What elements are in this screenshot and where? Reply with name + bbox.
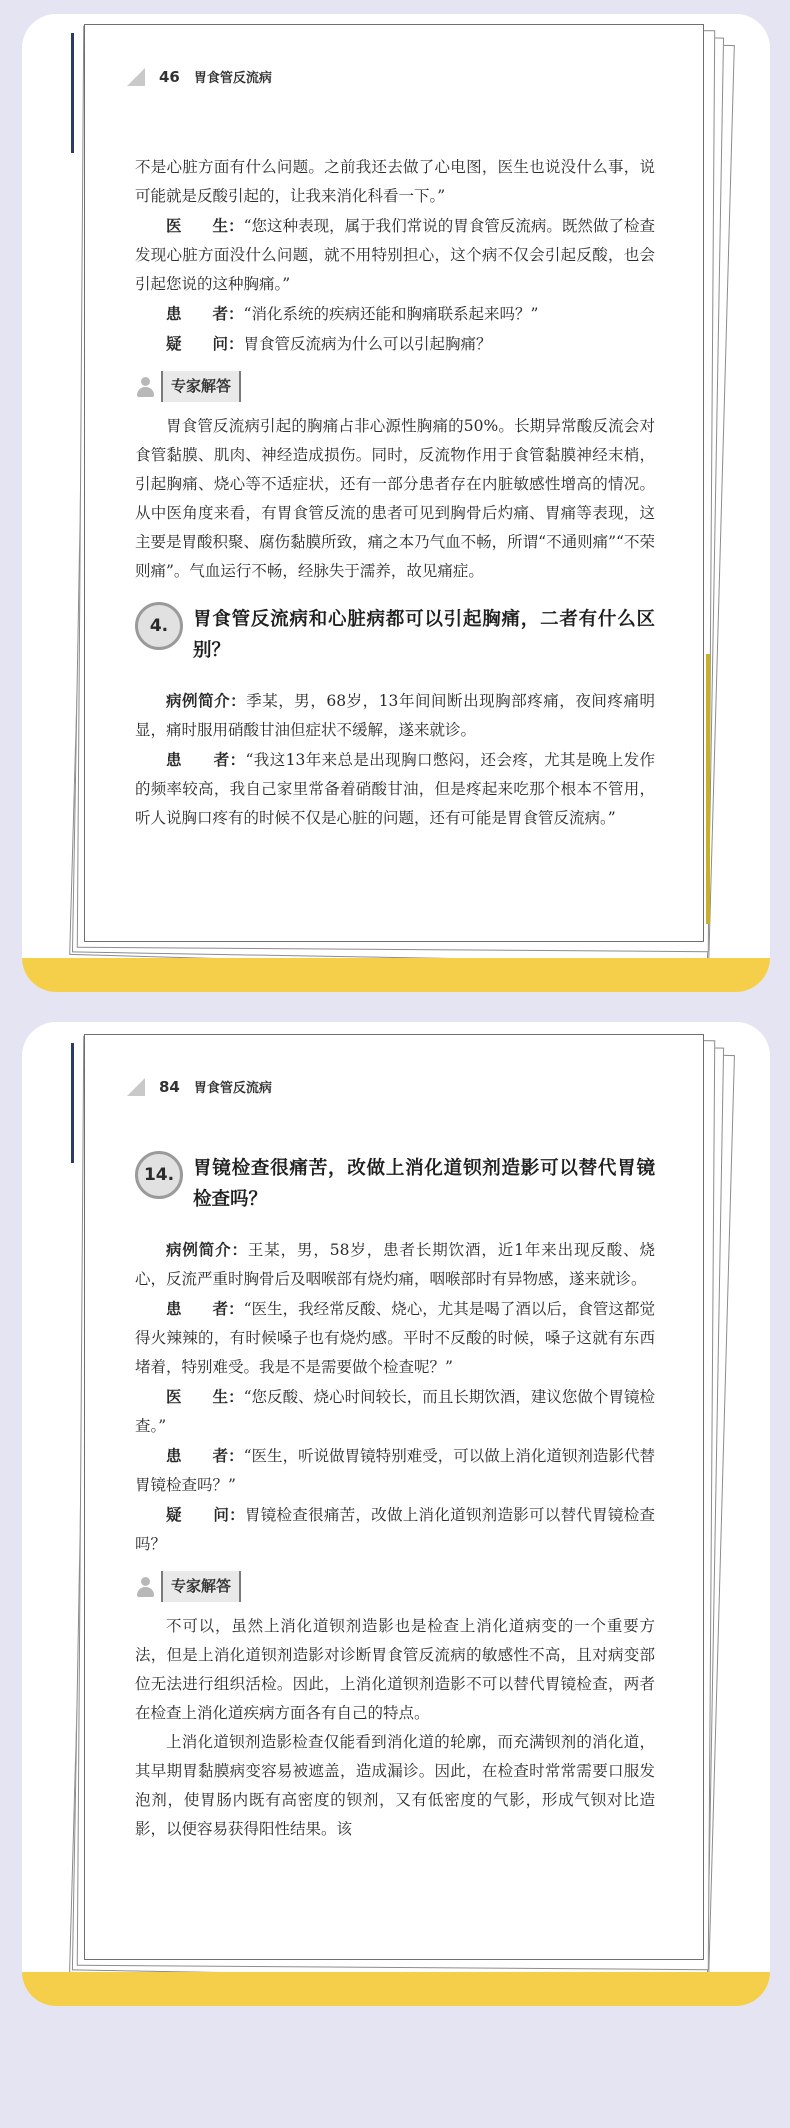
speaker-label: 医 生：	[166, 216, 244, 235]
speaker-label: 患 者：	[166, 1446, 244, 1465]
page-body	[135, 153, 655, 833]
paragraph: 不是心脏方面有什么问题。之前我还去做了心电图，医生也说没什么事，说可能就是反酸引起的，让我来消化科看一下。”	[135, 158, 655, 205]
dialogue-text: “医生，听说做胃镜特别难受，可以做上消化道钡剂造影代替胃镜检查吗？”	[135, 1447, 655, 1494]
speaker-label: 病例简介：	[166, 691, 247, 710]
expert-person-icon	[135, 376, 155, 398]
dialogue-text: “您反酸、烧心时间较长，而且长期饮酒，建议您做个胃镜检查。”	[135, 1388, 655, 1435]
page-edge-accent	[706, 654, 710, 924]
case-text: 王某，男，58岁，患者长期饮酒，近1年来出现反酸、烧心，反流严重时胸骨后及咽喉部有烧灼痛，咽喉部时有异物感，遂来就诊。	[135, 1241, 655, 1288]
page-number: 46	[159, 67, 180, 86]
running-title: 胃食管反流病	[193, 71, 272, 86]
page-header	[127, 1077, 272, 1096]
question-title: 胃镜检查很痛苦，改做上消化道钡剂造影可以替代胃镜检查吗？	[193, 1158, 655, 1210]
book-page	[84, 1034, 704, 1960]
dialogue-line	[135, 329, 655, 359]
question-title: 胃食管反流病和心脏病都可以引起胸痛，二者有什么区别？	[193, 609, 655, 661]
corner-mark-icon	[127, 1078, 145, 1096]
dialogue-text: 胃食管反流病为什么可以引起胸痛？	[243, 335, 492, 353]
dialogue-text: 胃镜检查很痛苦，改做上消化道钡剂造影可以替代胃镜检查吗？	[135, 1506, 655, 1553]
page-body	[135, 1135, 655, 1844]
yellow-accent-band	[22, 1972, 770, 2006]
question-number-badge: 14.	[135, 1151, 183, 1199]
corner-mark-icon	[127, 68, 145, 86]
case-intro	[135, 1235, 655, 1294]
running-title: 胃食管反流病	[193, 1081, 272, 1096]
page-spine	[71, 33, 85, 153]
dialogue-line	[135, 1382, 655, 1441]
book-page	[84, 24, 704, 942]
expert-answer-label: 专家解答	[161, 371, 241, 402]
question-number-badge: 4.	[135, 602, 183, 650]
speaker-label: 医 生：	[166, 1387, 244, 1406]
expert-person-icon	[135, 1576, 155, 1598]
dialogue-text: “消化系统的疾病还能和胸痛联系起来吗？”	[243, 305, 539, 323]
book-page-card-1	[22, 14, 770, 992]
case-intro	[135, 686, 655, 745]
book-page-card-2	[22, 1022, 770, 2006]
speaker-label: 疑 问：	[166, 334, 244, 353]
dialogue-line	[135, 745, 655, 833]
dialogue-line	[135, 211, 655, 299]
dialogue-text: “您这种表现，属于我们常说的胃食管反流病。既然做了检查发现心脏方面没什么问题，就不用特别担心，这个病不仅会引起反酸，也会引起您说的这种胸痛。”	[135, 217, 655, 293]
question-heading	[135, 604, 655, 666]
page-number: 84	[159, 1077, 180, 1096]
speaker-label: 病例简介：	[166, 1240, 248, 1259]
speaker-label: 患 者：	[166, 1299, 244, 1318]
expert-answer-header	[135, 371, 655, 402]
dialogue-line	[135, 1294, 655, 1382]
yellow-accent-band	[22, 958, 770, 992]
dialogue-line	[135, 1500, 655, 1559]
expert-answer-label: 专家解答	[161, 1571, 241, 1602]
speaker-label: 患 者：	[166, 750, 246, 769]
dialogue-text: “我这13年来总是出现胸口憋闷，还会疼，尤其是晚上发作的频率较高，我自己家里常备着硝酸甘油，但是疼起来吃那个根本不管用，听人说胸口疼有的时候不仅是心脏的问题，还有可能是胃食管反流病。”	[135, 751, 655, 827]
answer-paragraph: 胃食管反流病引起的胸痛占非心源性胸痛的50%。长期异常酸反流会对食管黏膜、肌肉、神经造成损伤。同时，反流物作用于食管黏膜神经末梢，引起胸痛、烧心等不适症状，还有一部分患者存在内脏敏感性增高的情况。从中医角度来看，有胃食管反流的患者可见到胸骨后灼痛、胃痛等表现，这主要是胃酸积聚、腐伤黏膜所致，痛之本乃气血不畅，所谓“不通则痛”“不荣则痛”。气血运行不畅，经脉失于濡养，故见痛症。	[135, 417, 655, 580]
dialogue-line	[135, 299, 655, 329]
dialogue-line	[135, 1441, 655, 1500]
page-header	[127, 67, 272, 86]
answer-paragraph: 上消化道钡剂造影检查仅能看到消化道的轮廓，而充满钡剂的消化道，其早期胃黏膜病变容易被遮盖，造成漏诊。因此，在检查时常常需要口服发泡剂，使胃肠内既有高密度的钡剂，又有低密度的气影，形成气钡对比造影，以便容易获得阳性结果。该	[135, 1733, 655, 1838]
expert-answer-header	[135, 1571, 655, 1602]
answer-paragraph: 不可以，虽然上消化道钡剂造影也是检查上消化道病变的一个重要方法，但是上消化道钡剂造影对诊断胃食管反流病的敏感性不高，且对病变部位无法进行组织活检。因此，上消化道钡剂造影不可以替代胃镜检查，两者在检查上消化道疾病方面各有自己的特点。	[135, 1617, 655, 1722]
speaker-label: 疑 问：	[166, 1505, 245, 1524]
speaker-label: 患 者：	[166, 304, 244, 323]
question-heading	[135, 1153, 655, 1215]
dialogue-text: “医生，我经常反酸、烧心，尤其是喝了酒以后，食管这都觉得火辣辣的，有时候嗓子也有烧灼感。平时不反酸的时候，嗓子这就有东西堵着，特别难受。我是不是需要做个检查呢？”	[135, 1300, 655, 1376]
case-text: 季某，男，68岁，13年间间断出现胸部疼痛，夜间疼痛明显，痛时服用硝酸甘油但症状不缓解，遂来就诊。	[135, 692, 655, 739]
page-spine	[71, 1043, 85, 1163]
